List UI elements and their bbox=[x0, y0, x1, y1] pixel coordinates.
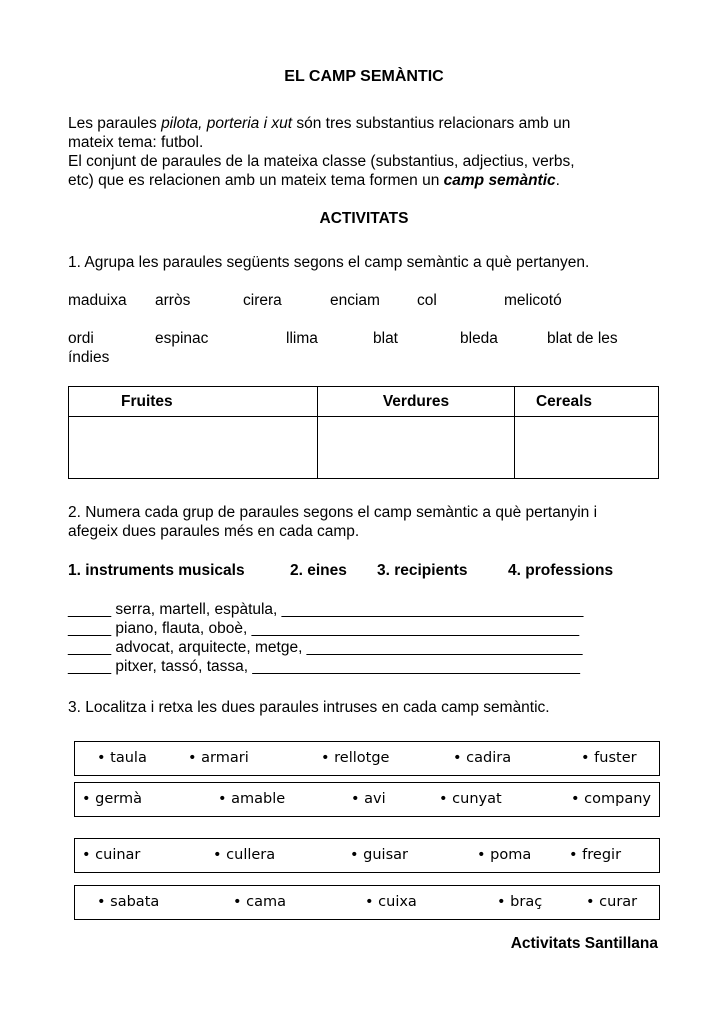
word-item[interactable]: • braç bbox=[497, 894, 543, 910]
table-header-row bbox=[69, 387, 659, 417]
classification-table bbox=[68, 386, 659, 479]
answer-cell-cereals[interactable] bbox=[515, 417, 659, 479]
word-item[interactable]: • cadira bbox=[453, 750, 512, 766]
q1-word: maduixa bbox=[68, 292, 127, 309]
field-label: 4. professions bbox=[508, 562, 614, 579]
q1-word: espinac bbox=[155, 330, 209, 347]
q2-instruction-line-1: 2. Numera cada grup de paraules segons el camp semàntic a què pertanyin i bbox=[68, 504, 598, 521]
q1-word: índies bbox=[68, 349, 110, 366]
intro-line-3: El conjunt de paraules de la mateixa classe (substantius, adjectius, verbs, bbox=[68, 153, 575, 170]
field-label: 1. instruments musicals bbox=[68, 562, 245, 579]
word-box-3 bbox=[74, 838, 660, 873]
intro-text: Les paraules bbox=[68, 115, 162, 132]
q1-word: col bbox=[417, 292, 437, 309]
word-item[interactable]: • cuinar bbox=[82, 847, 141, 863]
intro-text: són tres substantius relacionars amb un bbox=[292, 115, 571, 132]
field-label: 3. recipients bbox=[377, 562, 468, 579]
q1-instruction: 1. Agrupa les paraules següents segons el camp semàntic a què pertanyen. bbox=[68, 254, 590, 271]
answer-cell-fruites[interactable] bbox=[69, 417, 318, 479]
word-item[interactable]: • fuster bbox=[581, 750, 637, 766]
footer-credit: Activitats Santillana bbox=[510, 935, 658, 952]
q1-word: bleda bbox=[460, 330, 498, 347]
q1-word: arròs bbox=[155, 292, 191, 309]
fill-line: _____ piano, flauta, oboè, ______________________________________ bbox=[68, 620, 580, 637]
word-item[interactable]: • rellotge bbox=[321, 750, 390, 766]
word-item[interactable]: • fregir bbox=[569, 847, 622, 863]
header-cereals: Cereals bbox=[515, 387, 659, 417]
q1-word: melicotó bbox=[504, 292, 562, 309]
word-item[interactable]: • sabata bbox=[97, 894, 160, 910]
word-item[interactable]: • cuixa bbox=[365, 894, 417, 910]
fill-line: _____ advocat, arquitecte, metge, ________________________________ bbox=[68, 639, 583, 656]
word-item[interactable]: • cama bbox=[233, 894, 287, 910]
word-box-2 bbox=[74, 782, 660, 817]
word-item[interactable]: • company bbox=[571, 791, 651, 807]
word-item[interactable]: • cullera bbox=[213, 847, 276, 863]
q3-instruction: 3. Localitza i retxa les dues paraules intruses en cada camp semàntic. bbox=[68, 699, 550, 716]
word-item[interactable]: • cunyat bbox=[439, 791, 502, 807]
field-label: 2. eines bbox=[290, 562, 347, 579]
intro-italic-words: pilota, porteria i xut bbox=[161, 115, 293, 132]
word-item[interactable]: • amable bbox=[218, 791, 286, 807]
q1-word: llima bbox=[286, 330, 318, 347]
q1-word: ordi bbox=[68, 330, 94, 347]
word-item[interactable]: • armari bbox=[188, 750, 249, 766]
answer-cell-verdures[interactable] bbox=[318, 417, 515, 479]
intro-line-2: mateix tema: futbol. bbox=[68, 134, 204, 151]
q1-word: blat bbox=[373, 330, 398, 347]
intro-key-term: camp semàntic bbox=[443, 172, 556, 189]
word-item[interactable]: • taula bbox=[97, 750, 147, 766]
q1-word: enciam bbox=[330, 292, 380, 309]
intro-line-4 bbox=[68, 172, 560, 190]
fill-line: _____ pitxer, tassó, tassa, ______________________________________ bbox=[68, 658, 580, 675]
word-item[interactable]: • germà bbox=[82, 791, 143, 807]
word-box-4 bbox=[74, 885, 660, 920]
q2-instruction-line-2: afegeix dues paraules més en cada camp. bbox=[68, 523, 360, 540]
table-answer-row bbox=[69, 417, 659, 479]
word-item[interactable]: • guisar bbox=[350, 847, 408, 863]
intro-text: . bbox=[555, 172, 560, 189]
activities-heading: ACTIVITATS bbox=[319, 210, 409, 227]
intro-text: etc) que es relacionen amb un mateix tema formen un bbox=[68, 172, 444, 189]
header-verdures: Verdures bbox=[318, 387, 515, 417]
word-item[interactable]: • poma bbox=[477, 847, 532, 863]
word-item[interactable]: • curar bbox=[586, 894, 638, 910]
q1-word: blat de les bbox=[547, 330, 618, 347]
word-item[interactable]: • avi bbox=[351, 791, 386, 807]
header-fruites: Fruites bbox=[69, 387, 318, 417]
fill-line: _____ serra, martell, espàtula, ___________________________________ bbox=[68, 601, 584, 618]
q1-word: cirera bbox=[243, 292, 282, 309]
page-title: EL CAMP SEMÀNTIC bbox=[284, 68, 444, 85]
word-box-1 bbox=[74, 741, 660, 776]
intro-line-1 bbox=[68, 115, 570, 133]
